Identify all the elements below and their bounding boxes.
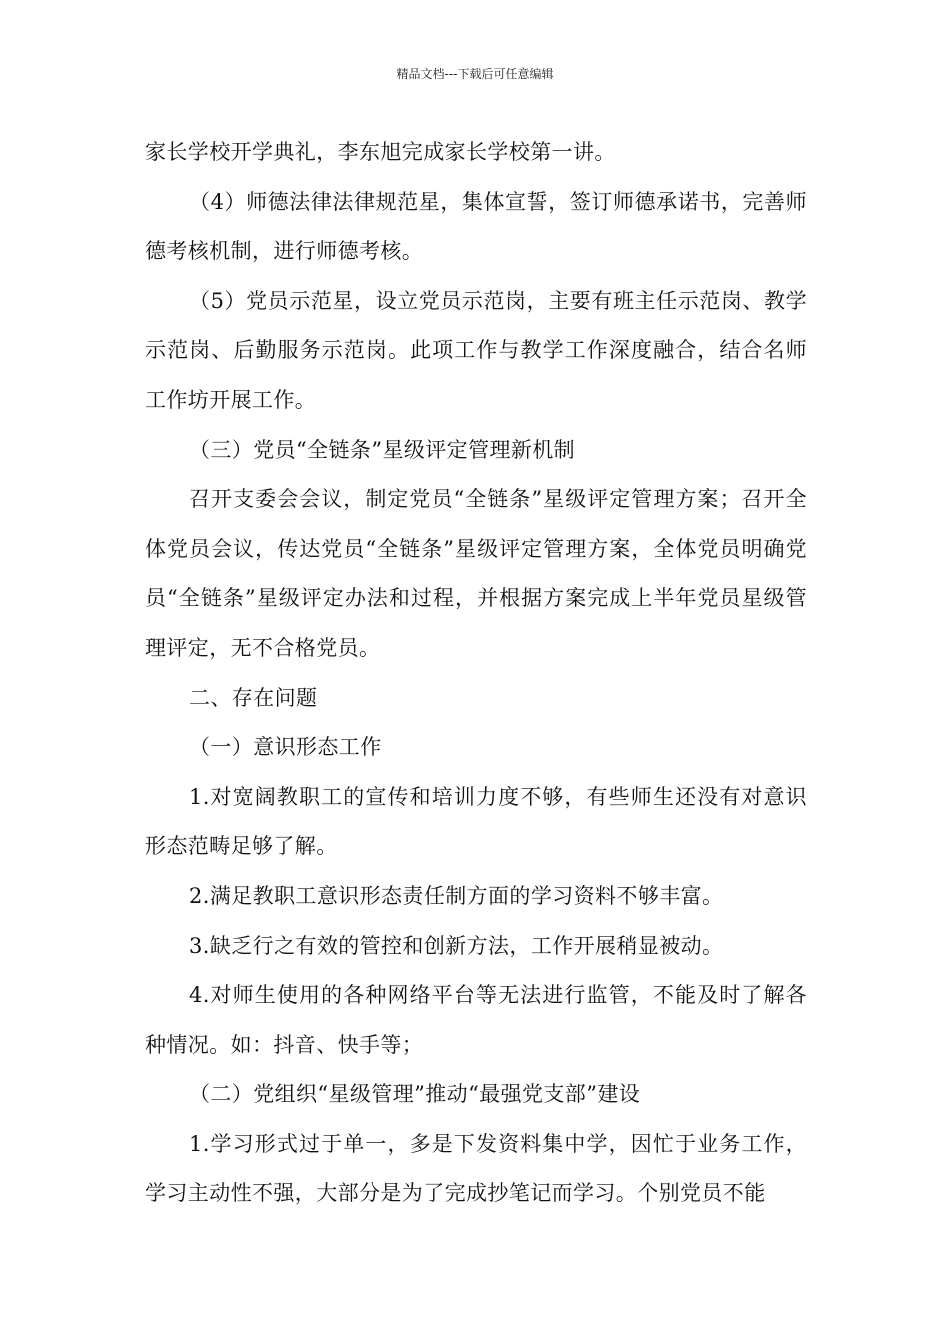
section-heading: （一）意识形态工作: [189, 735, 382, 760]
section-heading: （二）党组织“星级管理”推动“最强党支部”建设: [189, 1082, 641, 1107]
paragraph: 家长学校开学典礼，李东旭完成家长学校第一讲。: [145, 140, 616, 164]
section-heading: （三）党员“全链条”星级评定管理新机制: [189, 437, 576, 462]
list-item: 1.学习形式过于单一，多是下发资料集中学，因忙于业务工作，学习主动性不强，大部分是为了完成抄笔记而学习。个别党员不能: [145, 1131, 807, 1206]
page-header: 精品文档---下载后可任意编辑: [396, 67, 554, 81]
list-item: 4.对师生使用的各种网络平台等无法进行监管，不能及时了解各种情况。如：抖音、快手等；: [145, 983, 807, 1057]
paragraph: （4）师德法律法律规范星，集体宣誓，签订师德承诺书，完善师德考核机制，进行师德考核。: [145, 189, 807, 264]
paragraph: （5）党员示范星，设立党员示范岗，主要有班主任示范岗、教学示范岗、后勤服务示范岗。此项工作与教学工作深度融合，结合名师工作坊开展工作。: [145, 288, 807, 412]
document-body: [145, 128, 807, 1219]
section-heading: 二、存在问题: [189, 685, 318, 710]
list-item: 3.缺乏行之有效的管控和创新方法，工作开展稍显被动。: [189, 933, 724, 958]
paragraph: 召开支委会会议，制定党员“全链条”星级评定管理方案；召开全体党员会议，传达党员“全链条”星级评定管理方案，全体党员明确党员“全链条”星级评定办法和过程，并根据方案完成上半年党员星级管理评定，无不合格党员。: [145, 487, 807, 660]
list-item: 1.对宽阔教职工的宣传和培训力度不够，有些师生还没有对意识形态范畴足够了解。: [145, 784, 807, 859]
list-item: 2.满足教职工意识形态责任制方面的学习资料不够丰富。: [189, 883, 724, 908]
